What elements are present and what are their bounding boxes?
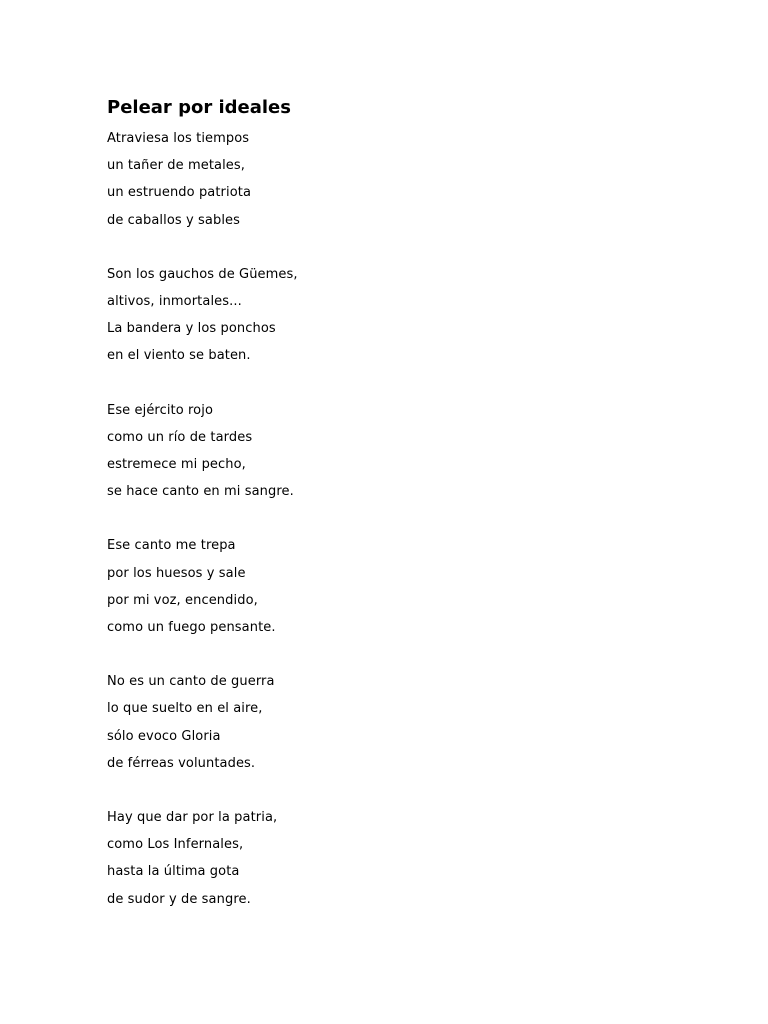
- poem-line: de caballos y sables: [107, 212, 240, 228]
- poem-line: hasta la última gota: [107, 864, 240, 880]
- stanza-3: [107, 397, 667, 506]
- stanza-6: [107, 804, 667, 913]
- poem-line: como Los Infernales,: [107, 837, 244, 853]
- poem-line: en el viento se baten.: [107, 348, 251, 364]
- poem-line: estremece mi pecho,: [107, 457, 246, 473]
- stanza-5: [107, 668, 667, 777]
- poem-line: Son los gauchos de Güemes,: [107, 266, 298, 282]
- poem-line: Hay que dar por la patria,: [107, 810, 278, 826]
- poem-line: como un fuego pensante.: [107, 620, 276, 636]
- stanza-1: [107, 125, 667, 234]
- poem-line: Atraviesa los tiempos: [107, 131, 250, 146]
- poem-line: como un río de tardes: [107, 429, 253, 445]
- poem-line: un estruendo patriota: [107, 185, 252, 201]
- poem-line: sólo evoco Gloria: [107, 728, 221, 744]
- poem-line: se hace canto en mi sangre.: [107, 484, 294, 500]
- poem-line: de sudor y de sangre.: [107, 891, 251, 907]
- poem-line: Ese canto me trepa: [107, 538, 236, 554]
- poem-line: por mi voz, encendido,: [107, 592, 258, 608]
- poem-line: lo que suelto en el aire,: [107, 701, 263, 717]
- poem-line: un tañer de metales,: [107, 158, 246, 174]
- stanza-4: [107, 532, 667, 641]
- poem-title: Pelear por ideales: [107, 97, 291, 118]
- poem-body: [107, 125, 667, 940]
- poem-line: Ese ejército rojo: [107, 402, 214, 418]
- poem-line: por los huesos y sale: [107, 565, 246, 581]
- poem-line: altivos, inmortales...: [107, 294, 242, 310]
- poem-line: No es un canto de guerra: [107, 674, 275, 690]
- poem-line: de férreas voluntades.: [107, 755, 256, 771]
- stanza-2: [107, 261, 667, 370]
- poem-line: La bandera y los ponchos: [107, 321, 276, 337]
